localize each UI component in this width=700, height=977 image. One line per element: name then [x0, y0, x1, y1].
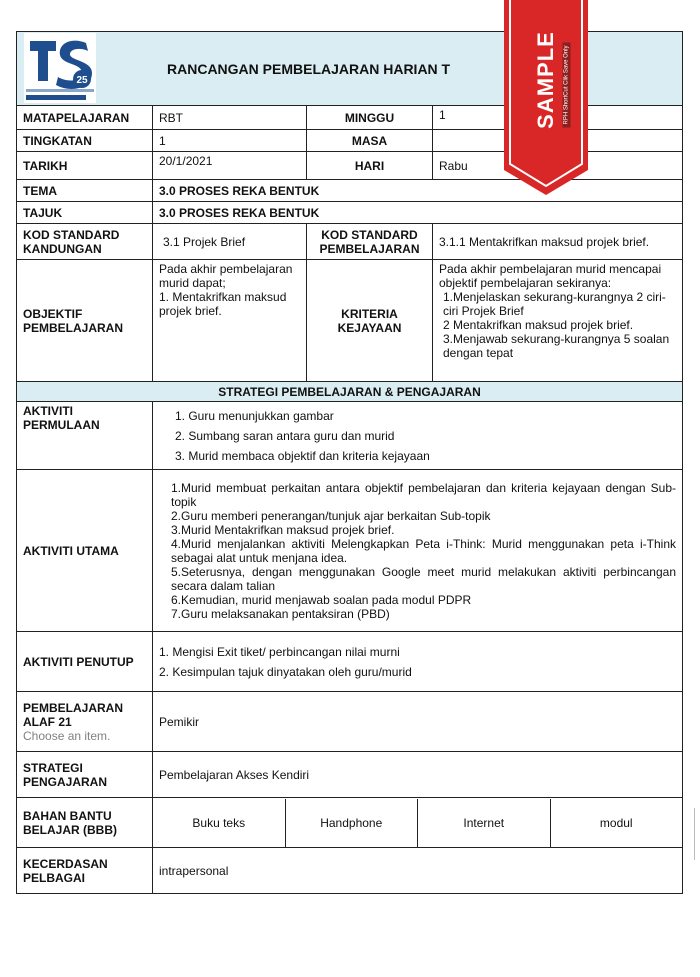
- bbb-item[interactable]: Buku teks: [192, 815, 246, 830]
- sample-stamp-text: RPH ShortCut Clik Save Only: [563, 42, 571, 127]
- row-aktiviti-utama: [17, 470, 683, 632]
- sample-watermark-text: SAMPLE: [533, 31, 558, 129]
- value-alaf21[interactable]: Pemikir: [153, 692, 683, 752]
- ts25-logo: [24, 33, 96, 103]
- label-objektif: OBJEKTIF PEMBELAJARAN: [17, 260, 153, 382]
- row-aktiviti-permulaan: [17, 402, 683, 470]
- value-tarikh[interactable]: 20/1/2021: [153, 152, 307, 180]
- penutup-item: 1. Mengisi Exit tiket/ perbincangan nilai murni: [159, 644, 400, 659]
- label-hari: HARI: [307, 152, 433, 180]
- utama-item: 1.Murid membuat perkaitan antara objektif pembelajaran dan kriteria kejayaan dengan Sub-topik: [171, 480, 676, 509]
- bbb-item[interactable]: Handphone: [285, 799, 418, 847]
- strategi-header: STRATEGI PEMBELAJARAN & PENGAJARAN: [17, 382, 683, 402]
- utama-item: 7.Guru melaksanakan pentaksiran (PBD): [171, 606, 390, 621]
- logo-number: 25: [76, 75, 88, 86]
- label-alaf21-cell: [17, 692, 153, 752]
- label-bbb: BAHAN BANTU BELAJAR (BBB): [17, 798, 153, 848]
- objektif-intro: Pada akhir pembelajaran murid dapat;: [159, 262, 293, 290]
- penutup-item: 2. Kesimpulan tajuk dinyatakan oleh guru/murid: [159, 664, 412, 679]
- label-kriteria: KRITERIA KEJAYAAN: [307, 260, 433, 382]
- label-tema: TEMA: [17, 180, 153, 202]
- label-tingkatan: TINGKATAN: [17, 130, 153, 152]
- label-alaf21: PEMBELAJARAN ALAF 21: [23, 700, 124, 729]
- value-bbb: [153, 798, 683, 848]
- value-hari[interactable]: Rabu: [433, 152, 683, 180]
- value-tajuk[interactable]: 3.0 PROSES REKA BENTUK: [153, 202, 683, 224]
- value-aktiviti-permulaan[interactable]: [153, 402, 683, 470]
- label-kod-standard-kandungan: KOD STANDARD KANDUNGAN: [17, 224, 153, 260]
- row-tajuk: [17, 202, 683, 224]
- value-kod-standard-pembelajaran[interactable]: 3.1.1 Mentakrifkan maksud projek brief.: [433, 224, 683, 260]
- label-aktiviti-penutup: AKTIVITI PENUTUP: [17, 632, 153, 692]
- value-kecerdasan[interactable]: intrapersonal: [153, 848, 683, 894]
- utama-item: 6.Kemudian, murid menjawab soalan pada modul PDPR: [171, 592, 472, 607]
- value-objektif[interactable]: [153, 260, 307, 382]
- label-strategi-pengajaran: STRATEGI PENGAJARAN: [17, 752, 153, 798]
- stamp-wrap: [560, 30, 574, 140]
- label-minggu: MINGGU: [307, 106, 433, 130]
- value-kod-standard-kandungan[interactable]: 3.1 Projek Brief: [153, 224, 307, 260]
- row-aktiviti-penutup: [17, 632, 683, 692]
- row-alaf21: [17, 692, 683, 752]
- row-strategi-pengajaran: [17, 752, 683, 798]
- label-aktiviti-permulaan: AKTIVITI PERMULAAN: [17, 402, 153, 470]
- permulaan-item: 1. Guru menunjukkan gambar: [175, 408, 334, 423]
- kriteria-item: 1.Menjelaskan sekurang-kurangnya 2 ciri-ciri Projek Brief: [443, 290, 666, 318]
- value-minggu[interactable]: 1: [433, 106, 683, 130]
- value-aktiviti-penutup[interactable]: [153, 632, 683, 692]
- label-masa: MASA: [307, 130, 433, 152]
- value-matapelajaran[interactable]: RBT: [153, 106, 307, 130]
- value-tema[interactable]: 3.0 PROSES REKA BENTUK: [153, 180, 683, 202]
- label-kecerdasan: KECERDASAN PELBAGAI: [17, 848, 153, 894]
- document-title: RANCANGAN PEMBELAJARAN HARIAN T: [17, 32, 683, 106]
- ribbon-label-wrap: [502, 0, 590, 160]
- value-tingkatan[interactable]: 1: [153, 130, 307, 152]
- row-kod-standard: [17, 224, 683, 260]
- value-strategi-pengajaran[interactable]: Pembelajaran Akses Kendiri: [153, 752, 683, 798]
- logo-caption-2: [26, 95, 86, 100]
- label-tarikh: TARIKH: [17, 152, 153, 180]
- permulaan-item: 2. Sumbang saran antara guru dan murid: [175, 428, 395, 443]
- utama-item: 2.Guru memberi penerangan/tunjuk ajar berkaitan Sub-topik: [171, 508, 491, 523]
- row-kecerdasan: [17, 848, 683, 894]
- label-aktiviti-utama: AKTIVITI UTAMA: [17, 470, 153, 632]
- logo-caption-1: [26, 89, 94, 92]
- row-bbb: [17, 798, 683, 848]
- bbb-item[interactable]: modul: [550, 799, 683, 847]
- label-matapelajaran: MATAPELAJARAN: [17, 106, 153, 130]
- alaf21-placeholder[interactable]: Choose an item.: [23, 728, 111, 743]
- utama-item: 5.Seterusnya, dengan menggunakan Google meet murid melakukan aktiviti perbincangan secara dalam talian: [171, 564, 676, 593]
- row-strategi-header: [17, 382, 683, 402]
- utama-item: 4.Murid menjalankan aktiviti Melengkapkan Peta i-Think: Murid menggunakan peta i-Think sebagai alat untuk menjana idea.: [171, 536, 676, 565]
- kriteria-item: 3.Menjawab sekurang-kurangnya 5 soalan dengan tepat: [443, 332, 670, 360]
- permulaan-item: 3. Murid membaca objektif dan kriteria kejayaan: [175, 448, 430, 463]
- row-objektif: [17, 260, 683, 382]
- bbb-item[interactable]: Internet: [417, 799, 550, 847]
- value-aktiviti-utama[interactable]: [153, 470, 683, 632]
- label-tajuk: TAJUK: [17, 202, 153, 224]
- page-edge-mark: [694, 808, 700, 860]
- value-kriteria[interactable]: [433, 260, 683, 382]
- utama-item: 3.Murid Mentakrifkan maksud projek brief.: [171, 522, 395, 537]
- kriteria-item: 2 Mentakrifkan maksud projek brief.: [443, 318, 634, 332]
- objektif-item: 1. Mentakrifkan maksud projek brief.: [159, 290, 287, 318]
- label-kod-standard-pembelajaran: KOD STANDARD PEMBELAJARAN: [307, 224, 433, 260]
- kriteria-intro: Pada akhir pembelajaran murid mencapai objektif pembelajaran sekiranya:: [439, 262, 662, 290]
